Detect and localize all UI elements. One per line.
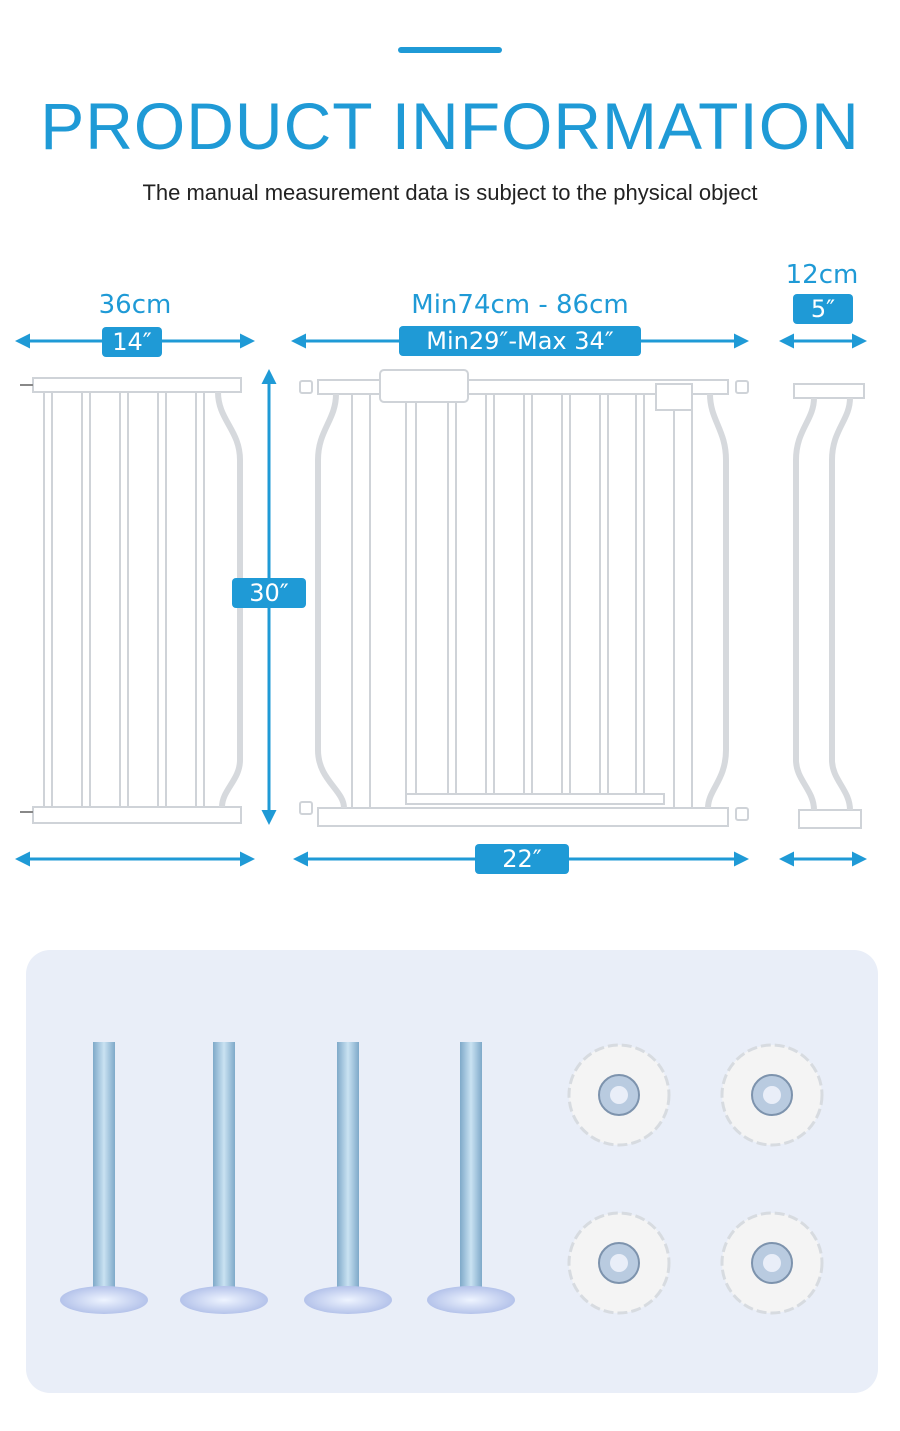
small-extension-in-badge: 5″ (793, 294, 853, 324)
small-extension-panel (794, 384, 864, 828)
door-width-in-badge: 22″ (475, 844, 569, 874)
gate-width-cm-label: Min74cm - 86cm (411, 290, 629, 320)
small-extension-cm-label: 12cm (785, 260, 859, 290)
accessories-panel (26, 950, 878, 1393)
extension-width-cm-label: 36cm (98, 290, 172, 320)
wall-cup-4 (722, 1213, 822, 1313)
page-title: PRODUCT INFORMATION (40, 89, 860, 163)
bolt-4 (427, 1042, 515, 1314)
bolt-2 (180, 1042, 268, 1314)
extension-width-in-badge: 14″ (102, 327, 162, 357)
accessories-drawing (26, 950, 878, 1393)
extension-panel (33, 378, 241, 823)
bolt-1 (60, 1042, 148, 1314)
bolt-3 (304, 1042, 392, 1314)
main-gate (300, 370, 748, 826)
gate-width-in-badge: Min29″-Max 34″ (399, 326, 641, 356)
page-subtitle: The manual measurement data is subject to the physical object (142, 180, 758, 205)
wall-cup-2 (722, 1045, 822, 1145)
height-in-badge: 30″ (232, 578, 306, 608)
wall-cup-3 (569, 1213, 669, 1313)
wall-cup-1 (569, 1045, 669, 1145)
